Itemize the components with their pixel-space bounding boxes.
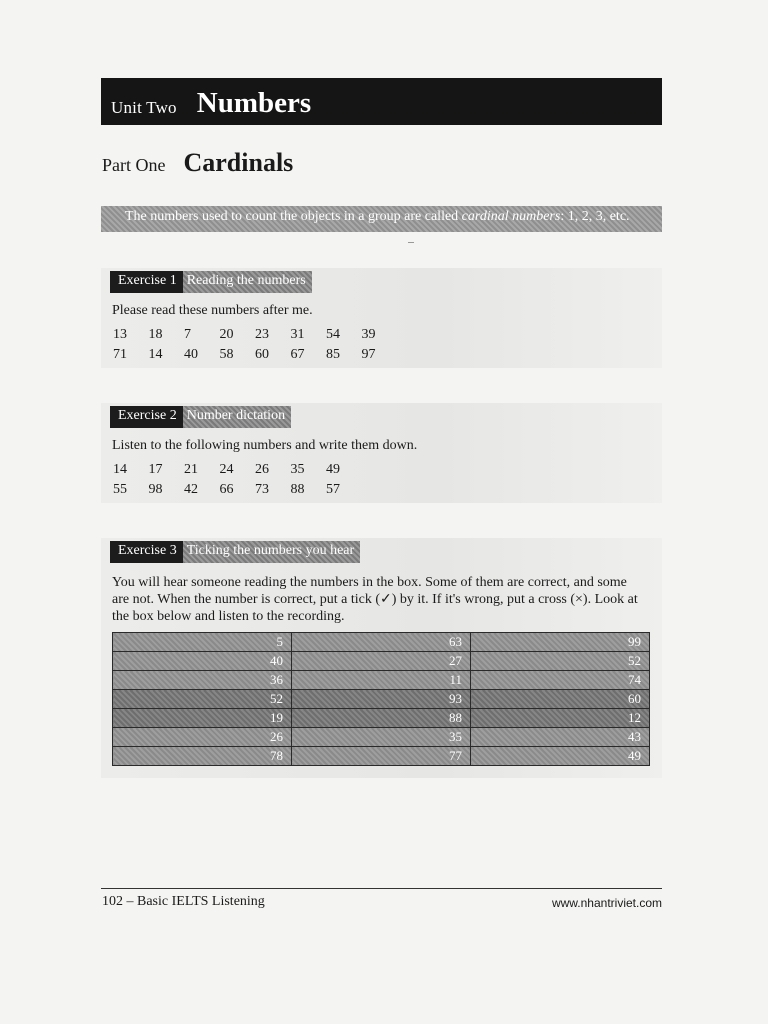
number: 24 <box>219 462 234 477</box>
table-cell: 63 <box>292 633 471 652</box>
part-label: Part One <box>102 155 166 175</box>
number: 40 <box>184 347 198 362</box>
table-cell: 78 <box>113 747 292 766</box>
table-cell: 35 <box>292 728 471 747</box>
unit-title: Numbers <box>196 87 312 119</box>
footer-website: www.nhantriviet.com <box>551 896 662 910</box>
table-row <box>113 709 650 728</box>
number: 58 <box>219 347 234 362</box>
table-cell: 26 <box>113 728 292 747</box>
table-cell: 43 <box>471 728 650 747</box>
exercise-2-tag <box>110 406 291 428</box>
definition-term: cardinal numbers <box>461 209 561 224</box>
number: 7 <box>184 327 191 342</box>
table-cell: 27 <box>292 652 471 671</box>
instruction-line: are not. When the number is correct, put a tick (✓) by it. If it's wrong, put a cross (×). Look at <box>112 592 638 607</box>
exercise-instruction: Listen to the following numbers and write them down. <box>112 438 418 453</box>
number: 57 <box>326 482 340 497</box>
number: 71 <box>113 347 127 362</box>
exercise-2 <box>101 403 662 503</box>
table-cell: 5 <box>113 633 292 652</box>
number: 35 <box>290 462 305 477</box>
number: 73 <box>255 482 269 497</box>
table-cell: 93 <box>292 690 471 709</box>
number: 98 <box>148 482 163 497</box>
table-cell: 60 <box>471 690 650 709</box>
table-row <box>113 633 650 652</box>
table-row <box>113 652 650 671</box>
number: 85 <box>326 347 340 362</box>
table-cell: 19 <box>113 709 292 728</box>
part-heading <box>102 148 293 178</box>
number: 14 <box>148 347 163 362</box>
exercise-number: Exercise 1 <box>110 271 183 293</box>
number: 54 <box>326 327 340 342</box>
table-cell: 52 <box>471 652 650 671</box>
table-cell: 40 <box>113 652 292 671</box>
unit-banner <box>101 78 662 125</box>
number: 17 <box>148 462 163 477</box>
exercise-name: Number dictation <box>183 406 291 428</box>
exercise-3-tag <box>110 541 360 563</box>
number: 26 <box>255 462 269 477</box>
number: 14 <box>113 462 127 477</box>
number: 13 <box>113 327 127 342</box>
number: 97 <box>361 347 376 362</box>
exercise-2-numbers <box>113 462 362 498</box>
exercise-instruction: Please read these numbers after me. <box>112 303 313 318</box>
number: 21 <box>184 462 198 477</box>
table-row <box>113 728 650 747</box>
exercise-1-numbers <box>113 327 397 363</box>
part-title: Cardinals <box>183 148 294 177</box>
table-cell: 88 <box>292 709 471 728</box>
table-row <box>113 690 650 709</box>
number: 88 <box>290 482 305 497</box>
exercise-instruction <box>112 574 638 625</box>
table-cell: 12 <box>471 709 650 728</box>
number: 66 <box>219 482 234 497</box>
number: 31 <box>290 327 305 342</box>
definition-examples: : 1, 2, 3, etc. <box>560 209 630 224</box>
number: 18 <box>148 327 163 342</box>
table-cell: 11 <box>292 671 471 690</box>
instruction-line: the box below and listen to the recording. <box>112 609 345 624</box>
number: 67 <box>290 347 305 362</box>
table-cell: 52 <box>113 690 292 709</box>
exercise-number: Exercise 3 <box>110 541 183 563</box>
table-cell: 36 <box>113 671 292 690</box>
number: 39 <box>361 327 376 342</box>
number: 49 <box>326 462 340 477</box>
unit-label: Unit Two <box>111 98 177 117</box>
table-cell: 77 <box>292 747 471 766</box>
footer-rule <box>101 888 662 889</box>
page-footer-title: 102 – Basic IELTS Listening <box>102 894 265 909</box>
table-cell: 99 <box>471 633 650 652</box>
table-cell: 49 <box>471 747 650 766</box>
definition-band <box>101 206 662 232</box>
number: 60 <box>255 347 269 362</box>
instruction-line: You will hear someone reading the numbers in the box. Some of them are correct, and some <box>112 575 627 590</box>
number: 55 <box>113 482 127 497</box>
divider <box>408 242 414 243</box>
exercise-1-tag <box>110 271 312 293</box>
number: 20 <box>219 327 234 342</box>
exercise-name: Ticking the numbers you hear <box>183 541 360 563</box>
number: 23 <box>255 327 269 342</box>
exercise-number: Exercise 2 <box>110 406 183 428</box>
table-cell: 74 <box>471 671 650 690</box>
table-row <box>113 747 650 766</box>
definition-text: The numbers used to count the objects in a group are called <box>125 209 462 224</box>
tick-table <box>112 632 650 766</box>
exercise-name: Reading the numbers <box>183 271 312 293</box>
exercise-1 <box>101 268 662 368</box>
number: 42 <box>184 482 198 497</box>
table-row <box>113 671 650 690</box>
